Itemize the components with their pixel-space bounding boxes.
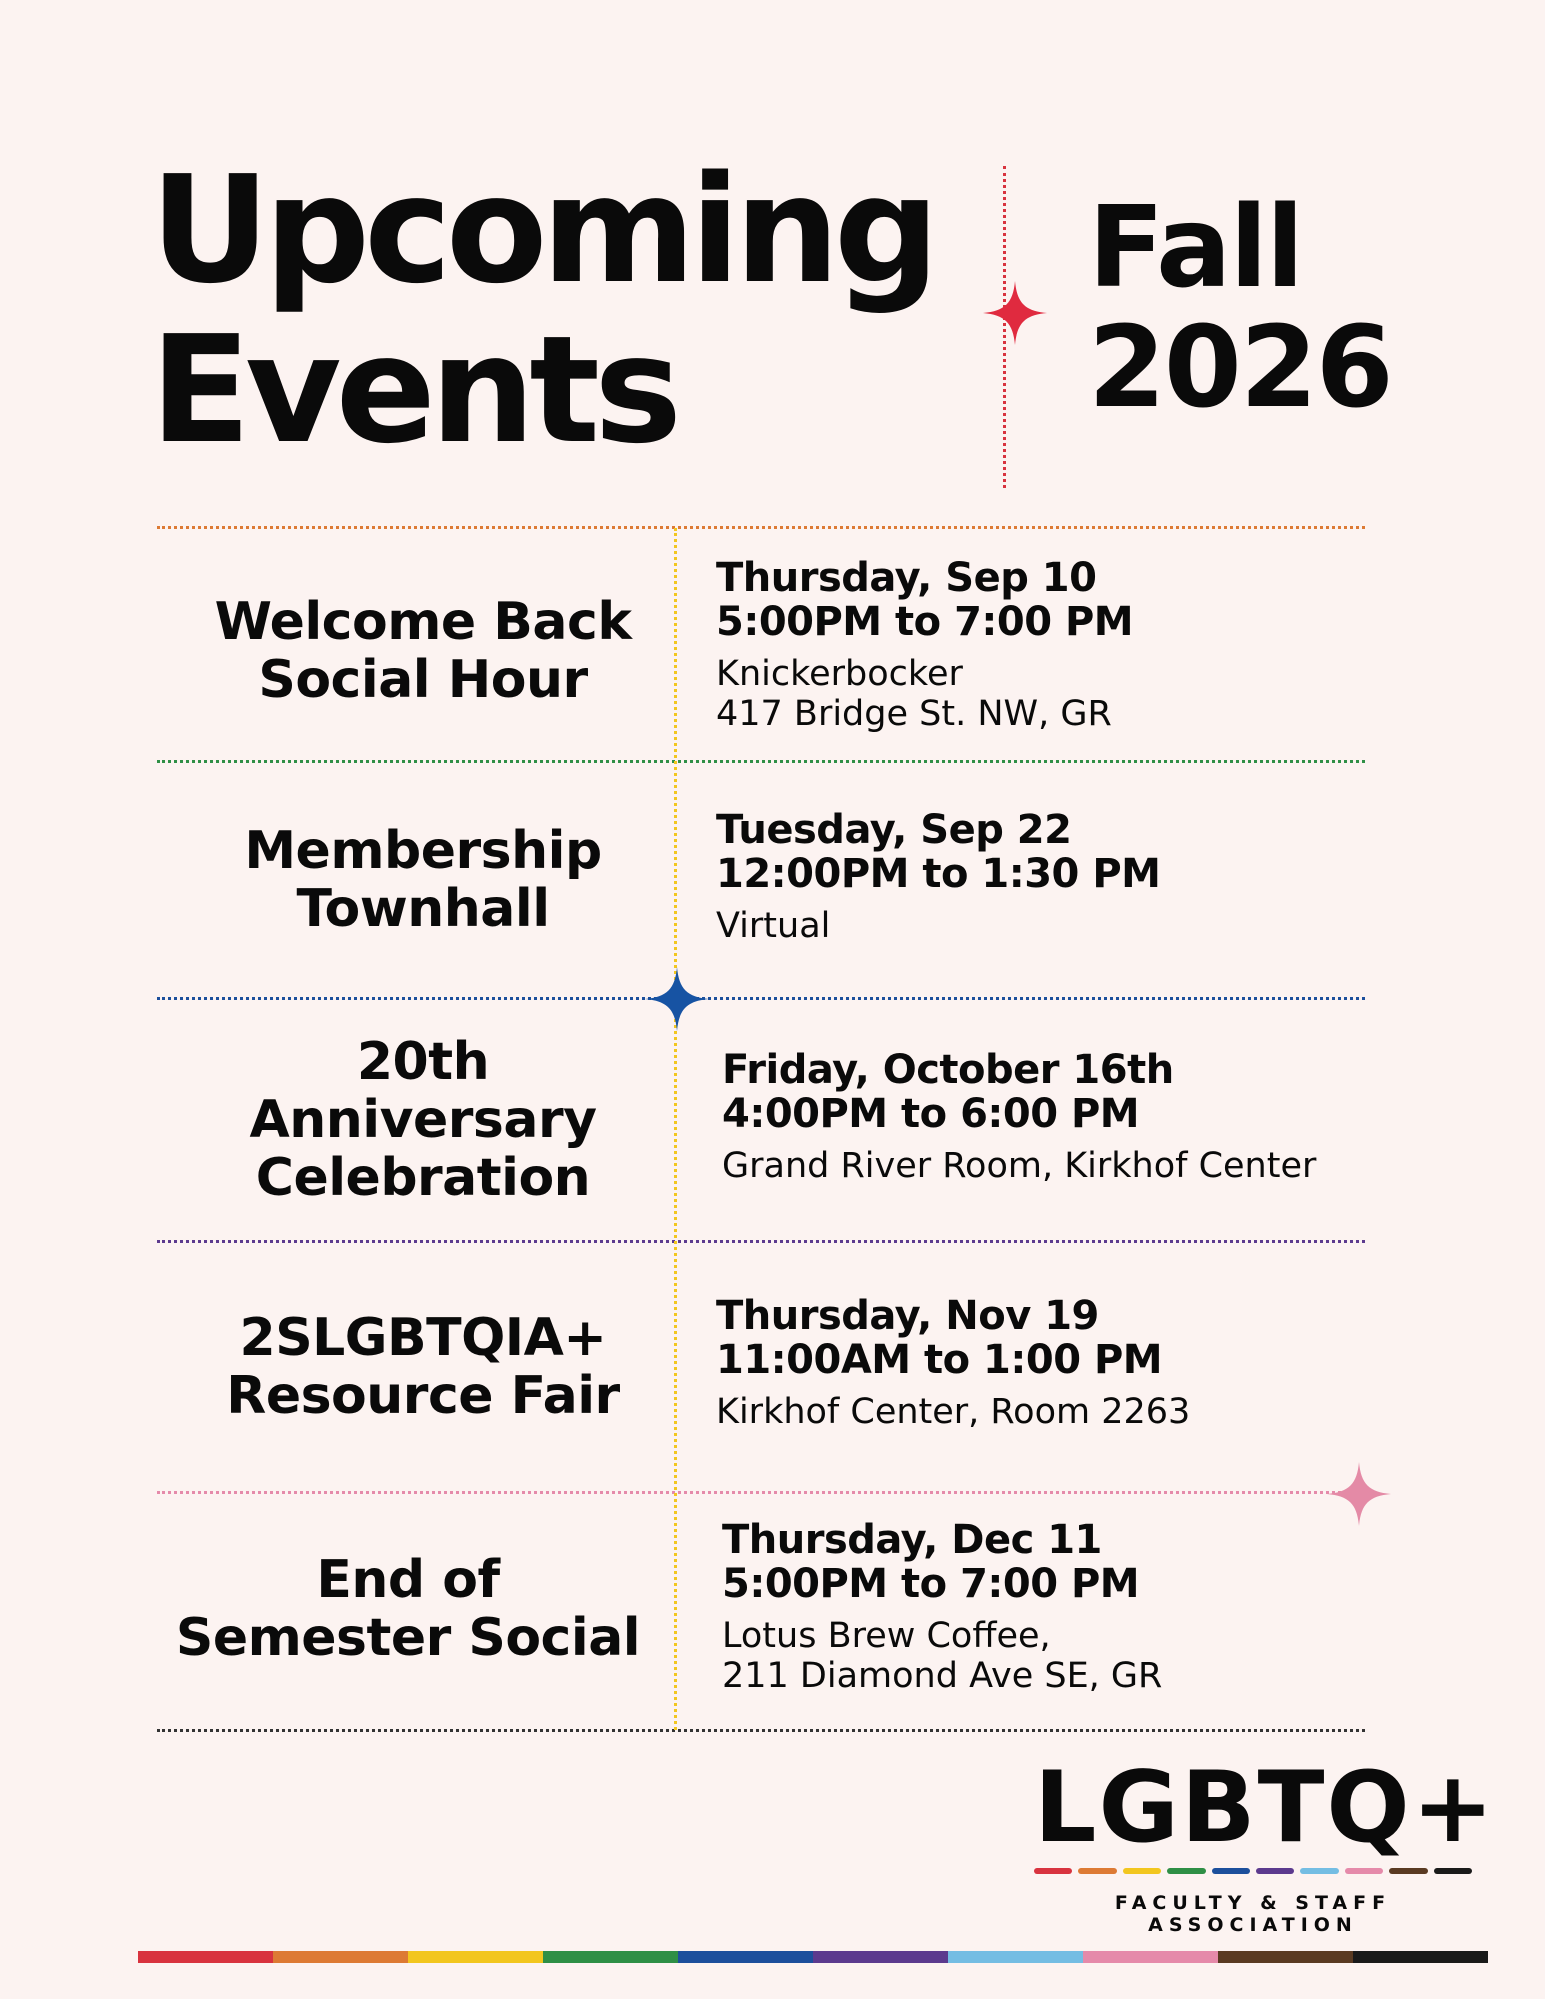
rainbow-stripe <box>1389 1868 1427 1874</box>
event-location: Virtual <box>716 906 831 946</box>
event-title-line: 2SLGBTQIA+ <box>239 1308 607 1368</box>
rainbow-stripe <box>813 1951 948 1963</box>
rainbow-stripe <box>1218 1951 1353 1963</box>
event-details <box>716 808 1356 946</box>
event-details <box>716 1294 1356 1432</box>
row-divider-1 <box>157 526 1365 529</box>
event-location: Knickerbocker <box>716 654 963 694</box>
rainbow-stripe <box>1353 1951 1488 1963</box>
title-line-upcoming: Upcoming <box>150 144 934 316</box>
row-divider-3 <box>157 997 1365 1000</box>
rainbow-stripe <box>138 1951 273 1963</box>
rainbow-stripe <box>1300 1868 1338 1874</box>
event-location: Grand River Room, Kirkhof Center <box>722 1146 1317 1186</box>
event-title-line: Membership <box>244 821 602 881</box>
event-title-line: Resource Fair <box>226 1366 620 1426</box>
event-title <box>163 593 683 709</box>
row-divider-2 <box>157 760 1365 763</box>
logo-wordmark: LGBTQ+ <box>1034 1751 1496 1865</box>
rainbow-stripe <box>1034 1868 1072 1874</box>
event-details <box>716 556 1356 734</box>
event-title-line: Townhall <box>296 879 550 939</box>
logo-rainbow-stripes <box>1034 1868 1472 1874</box>
pink-sparkle-icon <box>1327 1462 1391 1526</box>
event-time: 4:00PM to 6:00 PM <box>722 1091 1140 1137</box>
event-title <box>163 822 683 938</box>
event-date: Friday, October 16th <box>722 1047 1174 1093</box>
event-date: Thursday, Dec 11 <box>722 1517 1102 1563</box>
red-sparkle-icon <box>983 281 1047 345</box>
event-time: 5:00PM to 7:00 PM <box>722 1561 1140 1607</box>
event-location: Lotus Brew Coffee, <box>722 1616 1051 1656</box>
title-line-events: Events <box>150 304 677 476</box>
event-title <box>148 1551 668 1667</box>
event-details <box>722 1518 1362 1696</box>
rainbow-stripe <box>1123 1868 1161 1874</box>
rainbow-stripe <box>1212 1868 1250 1874</box>
season-label <box>1088 183 1392 433</box>
rainbow-stripe <box>1083 1951 1218 1963</box>
rainbow-stripe <box>1345 1868 1383 1874</box>
rainbow-stripe <box>1256 1868 1294 1874</box>
rainbow-stripe <box>1434 1868 1472 1874</box>
event-title-line: Social Hour <box>258 650 588 710</box>
event-location: Kirkhof Center, Room 2263 <box>716 1392 1191 1432</box>
rainbow-stripe <box>273 1951 408 1963</box>
rainbow-stripe <box>678 1951 813 1963</box>
rainbow-stripe <box>948 1951 1083 1963</box>
event-title-line: Celebration <box>255 1148 591 1208</box>
event-time: 12:00PM to 1:30 PM <box>716 851 1161 897</box>
rainbow-stripe <box>1078 1868 1116 1874</box>
rainbow-stripe <box>543 1951 678 1963</box>
row-divider-4 <box>157 1240 1365 1243</box>
event-title-line: Welcome Back <box>214 592 632 652</box>
event-title-line: End of <box>316 1550 500 1610</box>
event-time: 5:00PM to 7:00 PM <box>716 599 1134 645</box>
event-date: Tuesday, Sep 22 <box>716 807 1072 853</box>
row-divider-5 <box>157 1491 1365 1494</box>
rainbow-bar <box>138 1951 1488 1963</box>
event-title <box>163 1309 683 1425</box>
event-details <box>722 1048 1362 1186</box>
logo-subtitle: FACULTY & STAFF ASSOCIATION <box>1114 1892 1392 1936</box>
blue-sparkle-icon <box>645 967 709 1031</box>
season-year: 2026 <box>1088 303 1392 433</box>
event-title-line: Semester Social <box>175 1608 641 1668</box>
rainbow-stripe <box>408 1951 543 1963</box>
event-title-line: Anniversary <box>249 1090 597 1150</box>
page-title <box>150 144 934 476</box>
rainbow-stripe <box>1167 1868 1205 1874</box>
event-address: 211 Diamond Ave SE, GR <box>722 1656 1163 1696</box>
event-date: Thursday, Sep 10 <box>716 555 1097 601</box>
event-title <box>163 1033 683 1207</box>
association-logo <box>1034 1751 1496 1936</box>
row-divider-6 <box>157 1729 1365 1732</box>
season-name: Fall <box>1088 183 1303 313</box>
event-date: Thursday, Nov 19 <box>716 1293 1099 1339</box>
event-time: 11:00AM to 1:00 PM <box>716 1337 1163 1383</box>
event-title-line: 20th <box>356 1032 490 1092</box>
event-address: 417 Bridge St. NW, GR <box>716 694 1112 734</box>
